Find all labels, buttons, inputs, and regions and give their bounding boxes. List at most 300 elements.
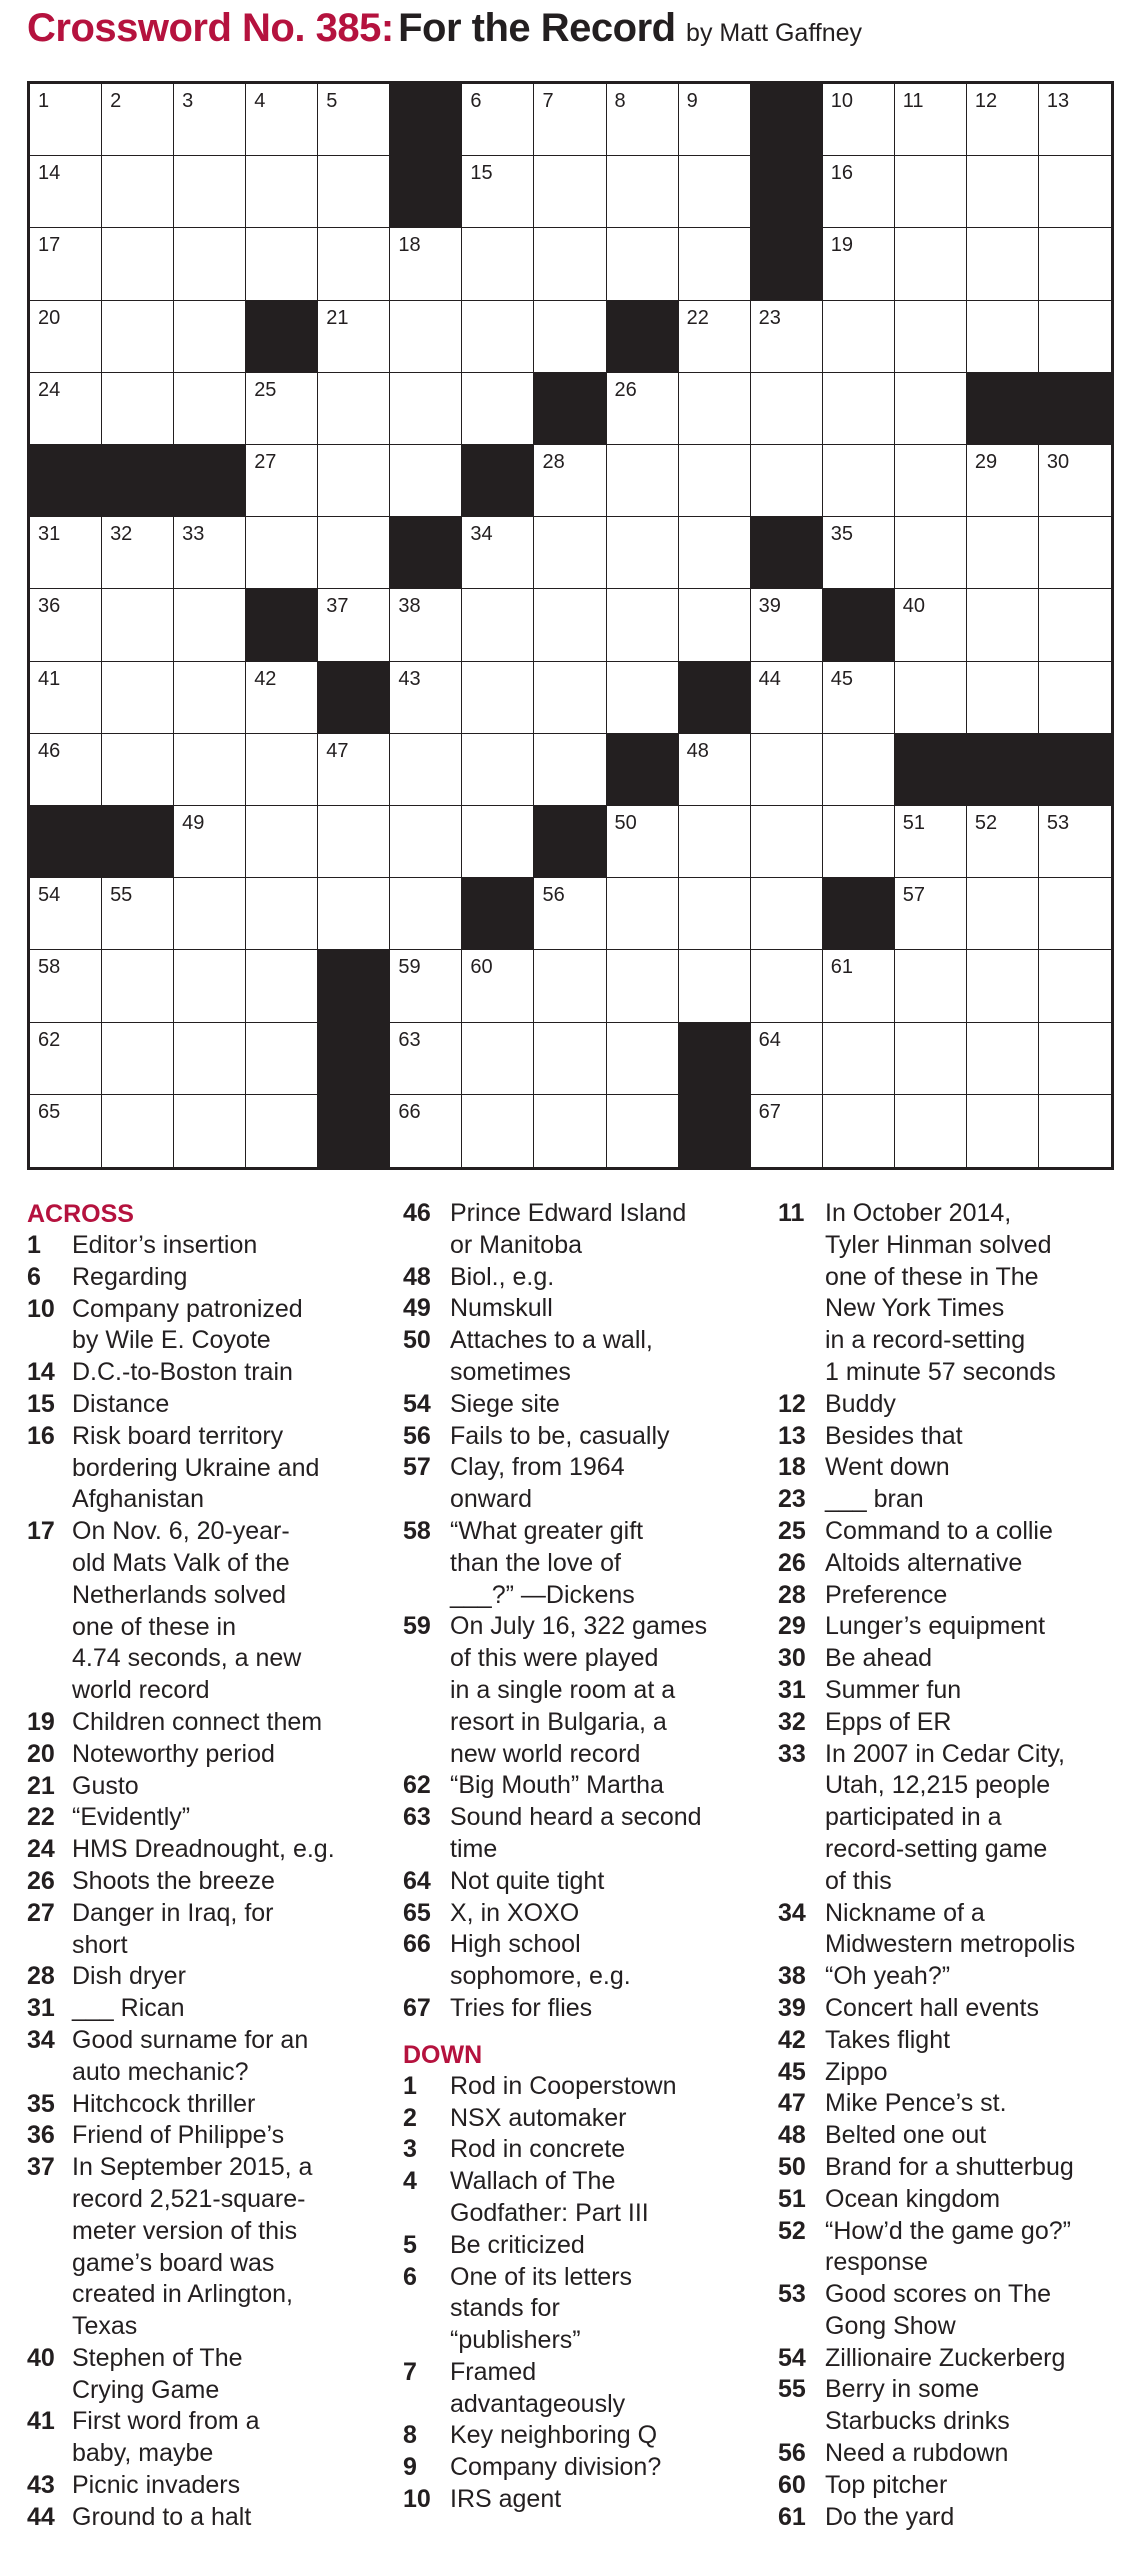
- clue-text: response: [825, 2248, 928, 2277]
- grid-cell[interactable]: [246, 806, 318, 878]
- grid-cell[interactable]: [895, 445, 967, 517]
- black-square: [607, 301, 679, 373]
- grid-cell[interactable]: [895, 156, 967, 228]
- grid-cell[interactable]: [967, 445, 1039, 517]
- grid-cell[interactable]: [751, 662, 823, 734]
- grid-cell[interactable]: [318, 373, 390, 445]
- grid-cell[interactable]: [534, 517, 606, 589]
- down-clue-list-2: [778, 1198, 1139, 2533]
- grid-cell[interactable]: [823, 950, 895, 1022]
- grid-cell[interactable]: [318, 445, 390, 517]
- grid-cell[interactable]: [895, 517, 967, 589]
- grid-cell[interactable]: [246, 445, 318, 517]
- grid-cell[interactable]: [967, 950, 1039, 1022]
- clue-item: [778, 1611, 1139, 1643]
- clue-item: [778, 1198, 1139, 1389]
- grid-cell[interactable]: [174, 301, 246, 373]
- clue-number: 32: [778, 1707, 806, 1736]
- grid-cell[interactable]: [390, 589, 462, 661]
- clue-text: record-setting game: [825, 1834, 1048, 1863]
- clue-item: [27, 2470, 397, 2502]
- clue-item: [403, 1802, 773, 1866]
- grid-cell[interactable]: [679, 301, 751, 373]
- grid-cell[interactable]: [30, 662, 102, 734]
- grid-cell[interactable]: [534, 445, 606, 517]
- clue-text: Lunger’s equipment: [825, 1612, 1046, 1641]
- grid-cell[interactable]: [174, 1095, 246, 1167]
- cell-number: 34: [470, 523, 493, 546]
- clue-number: 28: [27, 1962, 55, 1991]
- grid-cell[interactable]: [679, 878, 751, 950]
- grid-cell[interactable]: [607, 662, 679, 734]
- grid-cell[interactable]: [102, 373, 174, 445]
- grid-cell[interactable]: [102, 662, 174, 734]
- clue-text: Sound heard a second: [450, 1803, 702, 1832]
- grid-cell[interactable]: [30, 1023, 102, 1095]
- grid-cell[interactable]: [102, 950, 174, 1022]
- grid-cell[interactable]: [895, 1095, 967, 1167]
- clue-number: 31: [778, 1675, 806, 1704]
- grid-cell[interactable]: [679, 156, 751, 228]
- grid-cell[interactable]: [823, 806, 895, 878]
- grid-cell[interactable]: [1039, 228, 1111, 300]
- clue-number: 67: [403, 1993, 431, 2022]
- grid-cell[interactable]: [895, 228, 967, 300]
- grid-cell[interactable]: [967, 228, 1039, 300]
- grid-cell[interactable]: [246, 662, 318, 734]
- grid-cell[interactable]: [751, 1095, 823, 1167]
- grid-cell[interactable]: [30, 1095, 102, 1167]
- grid-cell[interactable]: [318, 806, 390, 878]
- clue-item: [403, 1262, 773, 1294]
- clue-item: [778, 2184, 1139, 2216]
- grid-cell[interactable]: [390, 228, 462, 300]
- grid-cell[interactable]: [967, 301, 1039, 373]
- grid-cell[interactable]: [246, 1095, 318, 1167]
- grid-cell[interactable]: [534, 950, 606, 1022]
- grid-cell[interactable]: [462, 1095, 534, 1167]
- clue-number: 50: [778, 2152, 806, 2181]
- clue-number: 31: [27, 1994, 55, 2023]
- grid-cell[interactable]: [390, 734, 462, 806]
- grid-cell[interactable]: [823, 84, 895, 156]
- cell-number: 16: [830, 162, 853, 185]
- clue-text: resort in Bulgaria, a: [450, 1707, 667, 1736]
- grid-cell[interactable]: [462, 228, 534, 300]
- clue-column-2: [403, 1198, 773, 2516]
- cell-number: 56: [542, 884, 565, 907]
- grid-cell[interactable]: [823, 228, 895, 300]
- grid-cell[interactable]: [751, 878, 823, 950]
- grid-cell[interactable]: [534, 734, 606, 806]
- grid-cell[interactable]: [1039, 156, 1111, 228]
- grid-cell[interactable]: [462, 806, 534, 878]
- clue-item: [778, 2374, 1139, 2438]
- cell-number: 11: [902, 90, 924, 112]
- clue-text: “Evidently”: [72, 1803, 191, 1832]
- clue-text: Stephen of The: [72, 2343, 243, 2372]
- grid-cell[interactable]: [823, 301, 895, 373]
- grid-cell[interactable]: [534, 156, 606, 228]
- grid-cell[interactable]: [823, 1095, 895, 1167]
- clue-text: onward: [450, 1485, 532, 1514]
- grid-cell[interactable]: [823, 662, 895, 734]
- grid-cell[interactable]: [679, 373, 751, 445]
- grid-cell[interactable]: [30, 156, 102, 228]
- clue-item: [27, 1802, 397, 1834]
- clue-text: one of these in The: [825, 1262, 1039, 1291]
- grid-cell[interactable]: [1039, 878, 1111, 950]
- clue-text: HMS Dreadnought, e.g.: [72, 1835, 335, 1864]
- clue-number: 45: [778, 2057, 806, 2086]
- grid-cell[interactable]: [895, 301, 967, 373]
- clue-text: short: [72, 1930, 128, 1959]
- grid-cell[interactable]: [751, 734, 823, 806]
- grid-cell[interactable]: [895, 1023, 967, 1095]
- grid-cell[interactable]: [462, 156, 534, 228]
- black-square: [751, 517, 823, 589]
- grid-cell[interactable]: [895, 84, 967, 156]
- grid-cell[interactable]: [102, 589, 174, 661]
- clue-text: Texas: [72, 2312, 138, 2341]
- grid-cell[interactable]: [1039, 445, 1111, 517]
- clue-item: [403, 2071, 773, 2103]
- grid-cell[interactable]: [30, 373, 102, 445]
- grid-cell[interactable]: [390, 1095, 462, 1167]
- grid-cell[interactable]: [679, 445, 751, 517]
- grid-cell[interactable]: [967, 806, 1039, 878]
- grid-cell[interactable]: [318, 734, 390, 806]
- grid-cell[interactable]: [246, 156, 318, 228]
- clue-number: 48: [778, 2121, 806, 2150]
- grid-cell[interactable]: [534, 1095, 606, 1167]
- grid-cell[interactable]: [174, 589, 246, 661]
- grid-cell[interactable]: [30, 517, 102, 589]
- grid-cell[interactable]: [967, 589, 1039, 661]
- grid-cell[interactable]: [751, 589, 823, 661]
- grid-cell[interactable]: [751, 950, 823, 1022]
- clue-item: [27, 1262, 397, 1294]
- clue-number: 22: [27, 1803, 55, 1832]
- grid-cell[interactable]: [534, 589, 606, 661]
- grid-cell[interactable]: [318, 878, 390, 950]
- grid-cell[interactable]: [462, 662, 534, 734]
- clue-text: On July 16, 322 games: [450, 1612, 708, 1641]
- clue-number: 39: [778, 1993, 806, 2022]
- grid-cell[interactable]: [607, 517, 679, 589]
- clue-text: sometimes: [450, 1357, 571, 1386]
- grid-cell[interactable]: [174, 156, 246, 228]
- grid-cell[interactable]: [534, 84, 606, 156]
- grid-cell[interactable]: [246, 84, 318, 156]
- grid-cell[interactable]: [174, 878, 246, 950]
- grid-cell[interactable]: [462, 373, 534, 445]
- grid-cell[interactable]: [534, 301, 606, 373]
- grid-cell[interactable]: [390, 301, 462, 373]
- grid-cell[interactable]: [895, 662, 967, 734]
- grid-cell[interactable]: [607, 878, 679, 950]
- grid-cell[interactable]: [751, 301, 823, 373]
- clue-number: 3: [403, 2135, 417, 2164]
- grid-cell[interactable]: [246, 228, 318, 300]
- grid-cell[interactable]: [679, 734, 751, 806]
- grid-cell[interactable]: [462, 950, 534, 1022]
- grid-cell[interactable]: [462, 301, 534, 373]
- cell-number: 41: [38, 667, 61, 690]
- grid-cell[interactable]: [318, 156, 390, 228]
- grid-cell[interactable]: [462, 517, 534, 589]
- grid-cell[interactable]: [174, 228, 246, 300]
- grid-cell[interactable]: [607, 445, 679, 517]
- cell-number: 61: [830, 956, 853, 979]
- clue-item: [27, 1707, 397, 1739]
- clue-text: Rod in concrete: [450, 2135, 626, 2164]
- clue-text: “How’d the game go?”: [825, 2216, 1071, 2245]
- grid-cell[interactable]: [967, 1023, 1039, 1095]
- clue-number: 17: [27, 1517, 55, 1546]
- cell-number: 1: [38, 90, 50, 112]
- clue-number: 16: [27, 1421, 55, 1450]
- clue-text: stands for: [450, 2294, 560, 2323]
- clue-text: Gusto: [72, 1771, 139, 1800]
- grid-cell[interactable]: [462, 84, 534, 156]
- grid-cell[interactable]: [174, 517, 246, 589]
- byline: by Matt Gaffney: [686, 19, 863, 47]
- clue-number: 1: [27, 1231, 41, 1259]
- grid-cell[interactable]: [1039, 1095, 1111, 1167]
- grid-cell[interactable]: [390, 373, 462, 445]
- grid-cell[interactable]: [30, 950, 102, 1022]
- grid-cell[interactable]: [967, 156, 1039, 228]
- grid-cell[interactable]: [174, 373, 246, 445]
- grid-cell[interactable]: [390, 878, 462, 950]
- grid-cell[interactable]: [607, 373, 679, 445]
- grid-cell[interactable]: [823, 373, 895, 445]
- grid-cell[interactable]: [390, 1023, 462, 1095]
- grid-cell[interactable]: [679, 84, 751, 156]
- clue-number: 44: [27, 2502, 55, 2531]
- grid-cell[interactable]: [895, 806, 967, 878]
- grid-cell[interactable]: [967, 878, 1039, 950]
- grid-cell[interactable]: [174, 662, 246, 734]
- grid-cell[interactable]: [607, 589, 679, 661]
- clue-item: [403, 1898, 773, 1930]
- grid-cell[interactable]: [895, 373, 967, 445]
- clue-item: [403, 1611, 773, 1770]
- grid-cell[interactable]: [390, 445, 462, 517]
- grid-cell[interactable]: [390, 950, 462, 1022]
- clue-item: [27, 1516, 397, 1707]
- grid-cell[interactable]: [823, 445, 895, 517]
- grid-cell[interactable]: [246, 734, 318, 806]
- grid-cell[interactable]: [102, 734, 174, 806]
- cell-number: 14: [38, 162, 61, 185]
- clue-item: [403, 2420, 773, 2452]
- grid-cell[interactable]: [895, 878, 967, 950]
- grid-cell[interactable]: [30, 734, 102, 806]
- grid-cell[interactable]: [102, 1023, 174, 1095]
- grid-cell[interactable]: [390, 662, 462, 734]
- grid-cell[interactable]: [462, 1023, 534, 1095]
- grid-cell[interactable]: [318, 84, 390, 156]
- grid-cell[interactable]: [679, 806, 751, 878]
- grid-cell[interactable]: [318, 301, 390, 373]
- grid-cell[interactable]: [462, 734, 534, 806]
- grid-cell[interactable]: [1039, 517, 1111, 589]
- clue-number: 1: [403, 2071, 417, 2100]
- grid-cell[interactable]: [246, 1023, 318, 1095]
- clue-number: 36: [27, 2121, 55, 2150]
- grid-cell[interactable]: [607, 156, 679, 228]
- clue-number: 26: [778, 1548, 806, 1577]
- clue-number: 11: [778, 1199, 805, 1227]
- grid-cell[interactable]: [174, 734, 246, 806]
- grid-cell[interactable]: [30, 228, 102, 300]
- grid-cell[interactable]: [1039, 806, 1111, 878]
- clue-text: sophomore, e.g.: [450, 1962, 631, 1991]
- clue-text: Framed: [450, 2357, 537, 2386]
- across-clue-list-2: [403, 1198, 773, 2025]
- clue-number: 46: [403, 1199, 431, 1227]
- grid-cell[interactable]: [318, 228, 390, 300]
- grid-cell[interactable]: [967, 84, 1039, 156]
- clue-text: by Wile E. Coyote: [72, 1326, 271, 1355]
- grid-cell[interactable]: [102, 878, 174, 950]
- grid-cell[interactable]: [30, 589, 102, 661]
- clue-text: ___?” —Dickens: [450, 1580, 635, 1609]
- grid-cell[interactable]: [1039, 1023, 1111, 1095]
- grid-cell[interactable]: [1039, 84, 1111, 156]
- grid-cell[interactable]: [102, 1095, 174, 1167]
- cell-number: 26: [614, 378, 637, 401]
- grid-cell[interactable]: [607, 228, 679, 300]
- clue-number: 50: [403, 1326, 431, 1355]
- clue-item: [27, 1866, 397, 1898]
- grid-cell[interactable]: [607, 1095, 679, 1167]
- clue-number: 21: [27, 1771, 55, 1800]
- grid-cell[interactable]: [607, 1023, 679, 1095]
- clue-text: ___ Rican: [72, 1994, 185, 2023]
- clue-text: New York Times: [825, 1294, 1005, 1323]
- clue-text: Dish dryer: [72, 1962, 186, 1991]
- grid-cell[interactable]: [174, 950, 246, 1022]
- clue-number: 29: [778, 1612, 806, 1641]
- grid-cell[interactable]: [174, 806, 246, 878]
- cell-number: 27: [254, 451, 277, 473]
- clue-text: Zillionaire Zuckerberg: [825, 2343, 1066, 2372]
- grid-cell[interactable]: [246, 878, 318, 950]
- grid-cell[interactable]: [607, 806, 679, 878]
- clue-text: created in Arlington,: [72, 2280, 293, 2309]
- grid-cell[interactable]: [751, 373, 823, 445]
- black-square: [462, 445, 534, 517]
- grid-cell[interactable]: [751, 806, 823, 878]
- clue-item: [403, 1993, 773, 2025]
- grid-cell[interactable]: [534, 878, 606, 950]
- clue-number: 2: [403, 2103, 417, 2132]
- grid-cell[interactable]: [534, 1023, 606, 1095]
- grid-cell[interactable]: [1039, 301, 1111, 373]
- clue-number: 26: [27, 1866, 55, 1895]
- grid-cell[interactable]: [823, 1023, 895, 1095]
- grid-cell[interactable]: [823, 156, 895, 228]
- grid-cell[interactable]: [30, 84, 102, 156]
- grid-cell[interactable]: [174, 84, 246, 156]
- clue-item: [778, 1484, 1139, 1516]
- grid-cell[interactable]: [102, 228, 174, 300]
- grid-cell[interactable]: [751, 445, 823, 517]
- grid-cell[interactable]: [679, 228, 751, 300]
- clue-text: Children connect them: [72, 1707, 323, 1736]
- clue-text: High school: [450, 1930, 581, 1959]
- clue-column-3: [778, 1198, 1139, 2533]
- grid-cell[interactable]: [607, 950, 679, 1022]
- grid-cell[interactable]: [390, 806, 462, 878]
- cell-number: 24: [38, 378, 61, 401]
- grid-cell[interactable]: [246, 950, 318, 1022]
- grid-cell[interactable]: [318, 517, 390, 589]
- clue-item: [778, 1452, 1139, 1484]
- grid-cell[interactable]: [679, 950, 751, 1022]
- clue-text: Tyler Hinman solved: [825, 1230, 1052, 1259]
- clue-item: [27, 2343, 397, 2407]
- cell-number: 31: [38, 523, 61, 546]
- grid-cell[interactable]: [30, 878, 102, 950]
- clue-number: 63: [403, 1803, 431, 1832]
- grid-cell[interactable]: [30, 301, 102, 373]
- grid-cell[interactable]: [607, 84, 679, 156]
- grid-cell[interactable]: [967, 517, 1039, 589]
- clue-item: [778, 1643, 1139, 1675]
- clue-number: 66: [403, 1930, 431, 1959]
- grid-cell[interactable]: [102, 301, 174, 373]
- grid-cell[interactable]: [679, 589, 751, 661]
- grid-cell[interactable]: [1039, 589, 1111, 661]
- grid-cell[interactable]: [751, 1023, 823, 1095]
- grid-cell[interactable]: [823, 734, 895, 806]
- grid-cell[interactable]: [102, 84, 174, 156]
- cell-number: 54: [38, 884, 61, 907]
- clue-item: [403, 1929, 773, 1993]
- grid-cell[interactable]: [174, 1023, 246, 1095]
- grid-cell[interactable]: [102, 156, 174, 228]
- clue-item: [778, 1707, 1139, 1739]
- clue-item: [403, 2134, 773, 2166]
- grid-cell[interactable]: [679, 517, 751, 589]
- grid-cell[interactable]: [895, 589, 967, 661]
- clue-number: 57: [403, 1453, 431, 1482]
- grid-cell[interactable]: [967, 662, 1039, 734]
- grid-cell[interactable]: [1039, 950, 1111, 1022]
- black-square: [318, 1095, 390, 1167]
- grid-cell[interactable]: [534, 662, 606, 734]
- cell-number: 7: [542, 90, 554, 112]
- grid-cell[interactable]: [246, 517, 318, 589]
- grid-cell[interactable]: [318, 589, 390, 661]
- grid-cell[interactable]: [102, 517, 174, 589]
- clue-number: 56: [778, 2439, 806, 2468]
- clue-item: [778, 2025, 1139, 2057]
- grid-cell[interactable]: [462, 589, 534, 661]
- grid-cell[interactable]: [1039, 662, 1111, 734]
- grid-cell[interactable]: [823, 517, 895, 589]
- clue-number: 60: [778, 2470, 806, 2499]
- grid-cell[interactable]: [895, 950, 967, 1022]
- grid-cell[interactable]: [246, 373, 318, 445]
- grid-cell[interactable]: [967, 1095, 1039, 1167]
- cell-number: 23: [758, 306, 781, 329]
- grid-cell[interactable]: [534, 228, 606, 300]
